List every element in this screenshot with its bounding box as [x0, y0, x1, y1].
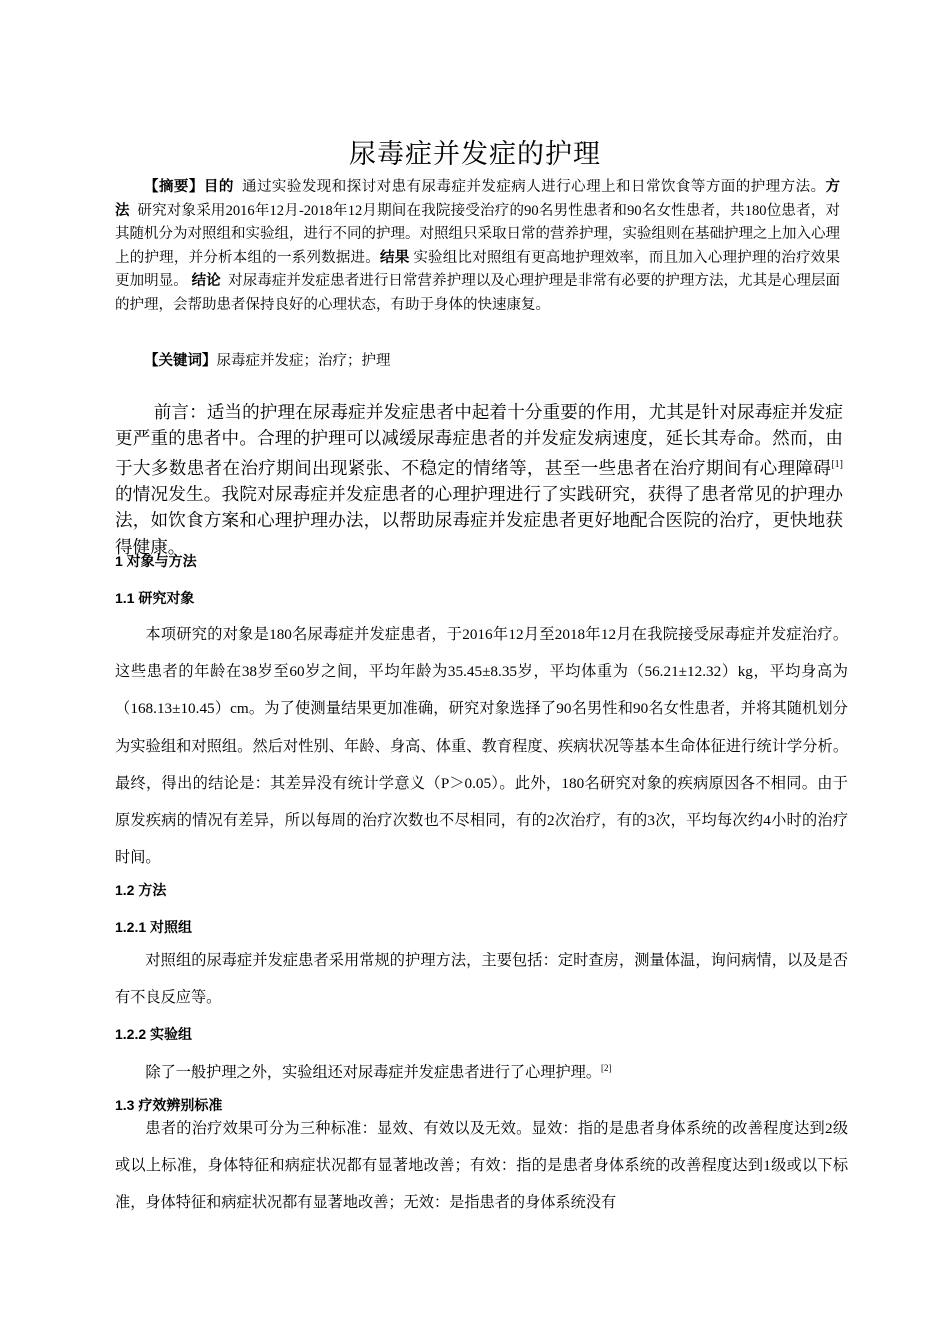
paragraph-1-1: 本项研究的对象是180名尿毒症并发症患者，于2016年12月至2018年12月在我院接受尿毒症并发症治疗。这些患者的年龄在38岁至60岁之间，平均年龄为35.45±8.35岁，平均体重为（56.21±12.32）kg，平均身高为（168.13±10.45）cm。为了使测量结果更加准确，研究对象选择了90名男性和90名女性患者，并将其随机划分为实验组和对照组。然后对性别、年龄、身高、体重、教育程度、疾病状况等基本生命体征进行统计学分析。最终，得出的结论是：其差异没有统计学意义（P＞0.05）。此外，180名研究对象的疾病原因各不相同。由于原发疾病的情况有差异，所以每周的治疗次数也不尽相同，有的2次治疗，有的3次，平均每次约4小时的治疗时间。	[115, 626, 848, 867]
heading-1-3: 1.3 疗效辨别标准	[115, 1097, 223, 1113]
method-text: 研究对象采用2016年12月-2018年12月期间在我院接受治疗的90名男性患者和90名女性患者，共180位患者，对其随机分为对照组和实验组，进行不同的护理。对照组只采取日常的营养护理，实验组则在基础护理之上加入心理上的护理，并分析本组的一系列数据进。	[115, 202, 841, 266]
paragraph-1-2-2-text: 除了一般护理之外，实验组还对尿毒症并发症患者进行了心理护理。	[145, 1064, 602, 1082]
abstract-label: 【摘要】	[144, 179, 204, 195]
keywords-label: 【关键词】	[144, 353, 217, 369]
paper-title: 尿毒症并发症的护理	[349, 139, 601, 170]
conclusion-label: 结论	[191, 273, 221, 290]
keywords	[115, 350, 840, 373]
result-label: 结果	[380, 249, 410, 266]
paragraph-1-2-2	[115, 1050, 848, 1091]
purpose-label: 目的	[203, 179, 234, 195]
heading-1-2: 1.2 方法	[115, 882, 167, 898]
conclusion-text: 对尿毒症并发症患者进行日常营养护理以及心理护理是非常有必要的护理方法，尤其是心理层面的护理，会帮助患者保持良好的心理状态，有助于身体的快速康复。	[115, 273, 841, 313]
abstract	[115, 176, 840, 318]
purpose-text: 通过实验发现和探讨对患有尿毒症并发症病人进行心理上和日常饮食等方面的护理方法。	[241, 179, 826, 195]
paragraph-1-3: 患者的治疗效果可分为三种标准：显效、有效以及无效。显效：指的是患者身体系统的改善程度达到2级或以上标准，身体特征和病症状况都有显著地改善；有效：指的是患者身体系统的改善程度达到1级或以下标准，身体特征和病症状况都有显著地改善；无效：是指患者的身体系统没有	[115, 1120, 848, 1212]
preface-text-1: 前言：适当的护理在尿毒症并发症患者中起着十分重要的作用，尤其是针对尿毒症并发症更严重的患者中。合理的护理可以减缓尿毒症患者的并发症发病速度，延长其寿命。然而，由于大多数患者在治疗期间出现紧张、不稳定的情绪等，甚至一些患者在治疗期间有心理障碍	[115, 402, 843, 478]
heading-1: 1 对象与方法	[115, 553, 197, 569]
preface-paragraph	[115, 399, 843, 560]
citation-1: [1]	[831, 458, 843, 470]
paragraph-1-2-1: 对照组的尿毒症并发症患者采用常规的护理方法，主要包括：定时查房，测量体温，询问病情，以及是否有不良反应等。	[115, 952, 848, 1007]
heading-1-1: 1.1 研究对象	[115, 590, 195, 606]
heading-1-2-2: 1.2.2 实验组	[115, 1026, 193, 1042]
method-label: 方法	[115, 179, 841, 219]
citation-2: [2]	[601, 1063, 612, 1073]
result-text: 实验组比对照组有更高地护理效率，而且加入心理护理的治疗效果更加明显。	[115, 249, 841, 290]
preface-text-2: 的情况发生。我院对尿毒症并发症患者的心理护理进行了实践研究，获得了患者常见的护理办法，如饮食方案和心理护理办法，以帮助尿毒症并发症患者更好地配合医院的治疗，更快地获得健康。	[115, 484, 843, 557]
keywords-text: 尿毒症并发症；治疗；护理	[216, 353, 391, 369]
heading-1-2-1: 1.2.1 对照组	[115, 919, 193, 935]
